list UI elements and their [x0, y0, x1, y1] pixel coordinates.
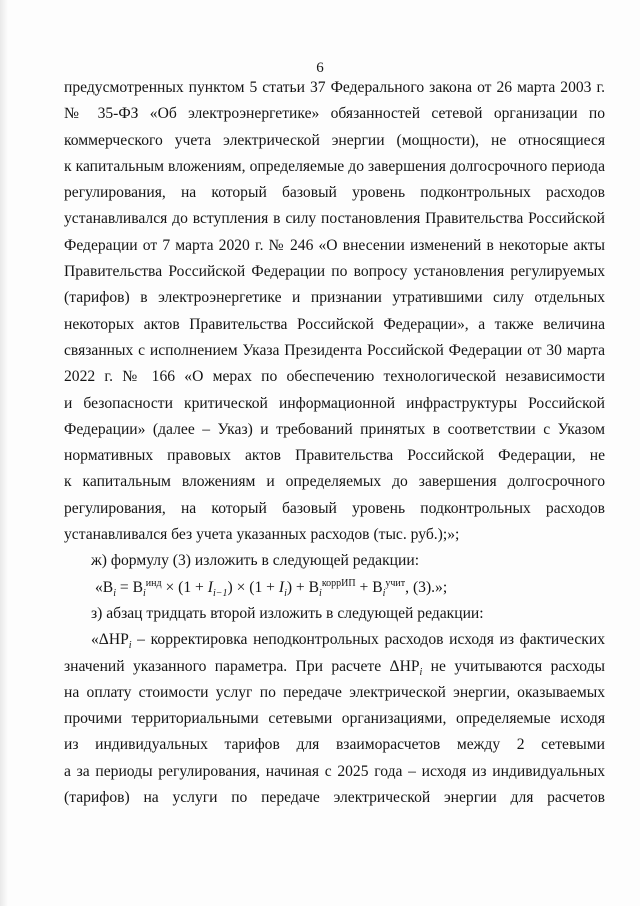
text-line: некоторых актов Правительства Российской Федерации», а также величина	[64, 315, 605, 333]
delta-hr-sub-i: i	[419, 666, 423, 678]
text-line: на оплату стоимости услуг по передаче электрической энергии, оказываемых	[64, 683, 605, 701]
formula-index-I: I	[207, 578, 213, 596]
formula-sup-ind: инд	[145, 577, 162, 589]
formula-3	[64, 575, 605, 601]
text-line: а за периоды регулирования, начиная с 2025 года – исходя из индивидуальных	[64, 762, 605, 780]
scan-edge-shadow	[0, 0, 8, 906]
formula-sub-i: i	[142, 587, 146, 599]
formula-times: × (1 +	[161, 578, 208, 596]
formula-sup-uchit: учит	[385, 577, 406, 589]
text-line	[64, 627, 605, 653]
text-line: регулирования, на который базовый уровень подконтрольных расходов	[64, 499, 605, 517]
text-line: к капитальным вложениям и определяемых до завершения долгосрочного	[64, 473, 605, 491]
text-line: коммерческого учета электрической энергии (мощности), не относящиеся	[64, 131, 605, 149]
text-line: нормативных правовых актов Правительства Российской Федерации, не	[64, 447, 605, 465]
text-line: (тарифов) в электроэнергетике и признании утратившими силу отдельных	[64, 289, 605, 307]
delta-hr-sub-i: i	[128, 640, 132, 652]
formula-eq: = B	[115, 578, 143, 596]
text-line: предусмотренных пунктом 5 статьи 37 Федерального закона от 26 марта 2003 г.	[64, 79, 605, 96]
delta-hr-symbol: «ΔНР	[91, 631, 129, 649]
text-line: Правительства Российской Федерации по вопросу установления регулируемых	[64, 263, 605, 281]
text-line: регулирования, на который базовый уровень подконтрольных расходов	[64, 184, 605, 202]
formula-times: ) × (1 +	[227, 578, 279, 596]
formula-open: «B	[95, 578, 114, 596]
text-fragment: – корректировка неподконтрольных расходов исходя из фактических	[131, 631, 605, 649]
text-fragment: не учитываются расходы	[422, 657, 605, 675]
amendment-item-z: з) абзац тридцать второй изложить в следующей редакции:	[91, 604, 484, 622]
formula-sub-i: i	[284, 587, 287, 599]
amendment-item-zh: ж) формулу (3) изложить в следующей редакции:	[91, 552, 420, 570]
text-line: из индивидуальных тарифов для взаиморасчетов между 2 сетевыми	[64, 736, 605, 754]
text-line: прочими территориальными сетевыми организациями, определяемые исходя	[64, 710, 605, 728]
text-line: Федерации» (далее – Указ) и требований принятых в соответствии с Указом	[64, 420, 605, 438]
formula-index-I: I	[278, 578, 285, 596]
text-line: устанавливался до вступления в силу постановления Правительства Российской	[64, 210, 605, 228]
formula-sup-korr: коррИП	[321, 577, 356, 589]
text-line: (тарифов) на услуги по передаче электрической энергии для расчетов	[64, 789, 605, 807]
document-body	[64, 75, 605, 811]
text-line: к капитальным вложениям, определяемые до завершения долгосрочного периода	[64, 157, 605, 175]
text-fragment: значений указанного параметра. При расчете ΔНР	[64, 657, 420, 675]
formula-sub-i: i	[319, 587, 322, 599]
formula-tail: , (3).»;	[405, 578, 448, 596]
formula-sub-i: i	[382, 587, 386, 599]
text-line: № 35-ФЗ «Об электроэнергетике» обязанностей сетевой организации по	[64, 105, 605, 123]
text-line: Федерации от 7 марта 2020 г. № 246 «О внесении изменений в некоторые акты	[64, 236, 605, 254]
formula-sub-i: i	[113, 587, 116, 599]
text-line	[64, 654, 605, 680]
text-line: и безопасности критической информационной инфраструктуры Российской	[64, 394, 605, 412]
text-line: 2022 г. № 166 «О мерах по обеспечению технологической независимости	[64, 368, 605, 386]
page-number: 6	[316, 60, 324, 76]
formula-plus: ) + B	[286, 578, 320, 596]
formula-plus: + B	[355, 578, 383, 596]
text-line: устанавливался без учета указанных расходов (тыс. руб.);»;	[64, 526, 460, 544]
formula-sub-i-minus-1: i−1	[212, 587, 228, 599]
text-line: связанных с исполнением Указа Президента Российской Федерации от 30 марта	[64, 341, 605, 359]
